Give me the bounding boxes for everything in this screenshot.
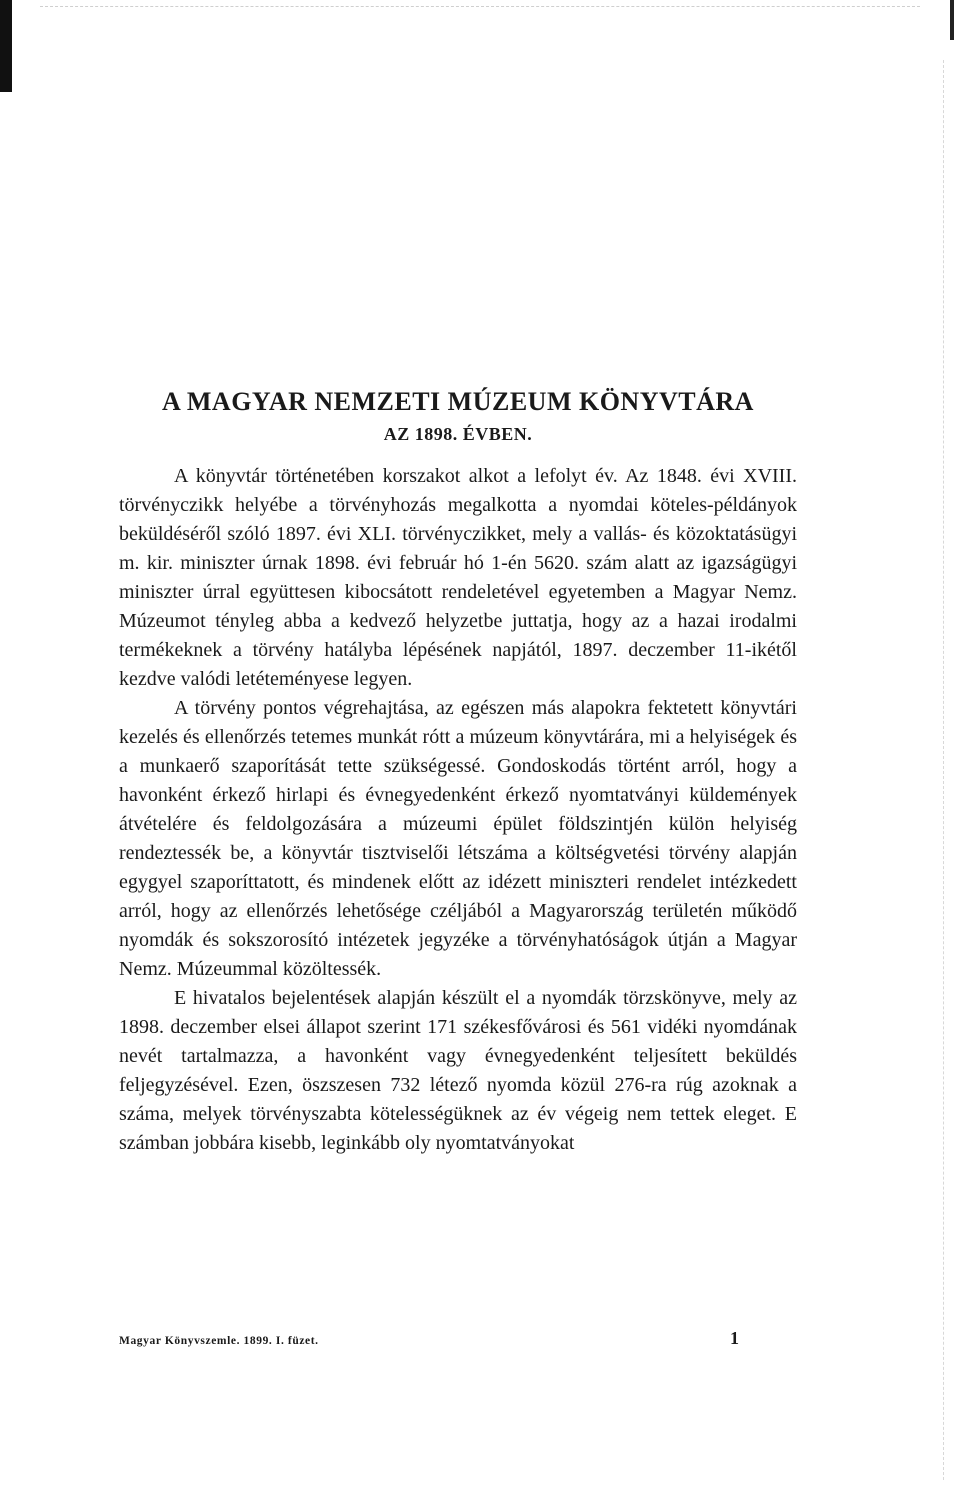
scan-dash-artifact-top	[40, 6, 920, 7]
page-footer	[119, 1328, 739, 1349]
scan-edge-artifact-left	[0, 0, 12, 92]
article-title: A MAGYAR NEMZETI MÚZEUM KÖNYVTÁRA	[162, 387, 754, 416]
paragraph-1: A könyvtár történetében korszakot alkot a lefolyt év. Az 1848. évi XVIII. törvényczikk helyébe a törvényhozás megalkotta a nyomdai köteles-példányok beküldéséről szóló 1897. évi XLI. törvényczikket, mely a vallás- és közoktatásügyi m. kir. miniszter úrnak 1898. évi február hó 1-én 5620. szám alatt az igazságügyi miniszter úrral együttesen kibocsátott rendeletével egyetemben a Magyar Nemz. Múzeumot tényleg abba a kedvező helyzetbe juttatja, hogy az a hazai irodalmi termékeknek a törvény hatályba lépésének napjától, 1897. deczember 11-ikétől kezdve valódi letéteményese legyen.	[119, 465, 797, 690]
article-subtitle: AZ 1898. ÉVBEN.	[383, 424, 533, 444]
paragraph-2: A törvény pontos végrehajtása, az egészen más alapokra fektetett könyvtári kezelés és ellenőrzés tetemes munkát rótt a múzeum könyvtárára, mi a helyiségek és a munkaerő szaporítását tette szükségessé. Gondoskodás történt arról, hogy a havonként érkező hirlapi és évnegyedenként érkező nyomtatványi küldemények átvételére és feldolgozására a múzeumi épület földszintjén külön helyiség rendeztessék be, a könyvtár tisztviselői létszáma a költségvetési törvény alapján egygyel szaporíttatott, és mindenek előtt az idézett miniszteri rendelet intézkedett arról, hogy az ellenőrzés lehetősége czéljából a Magyarország területén működő nyomdák és sokszorosító intézetek jegyzéke a törvényhatóságok útján a Magyar Nemz. Múzeummal közöltessék.	[119, 697, 797, 980]
page-number: 1	[730, 1328, 739, 1348]
scan-edge-artifact-right	[950, 0, 954, 40]
journal-signature: Magyar Könyvszemle. 1899. I. füzet.	[119, 1335, 319, 1347]
paragraph-3: E hivatalos bejelentések alapján készült el a nyomdák törzskönyve, mely az 1898. deczember elsei állapot szerint 171 székesfővárosi és 561 vidéki nyomdának nevét tartalmazza, a havonként vagy évnegyedenként teljesített beküldés feljegyzésével. Ezen, öszszesen 732 létező nyomda közül 276-ra rúg azoknak a száma, melyek törvényszabta kötelességüknek az év végeig nem tettek eleget. E számban jobbára kisebb, leginkább oly nyomtatványokat	[119, 987, 797, 1154]
scan-dash-artifact-right	[943, 60, 944, 1480]
article-body	[119, 385, 797, 1158]
